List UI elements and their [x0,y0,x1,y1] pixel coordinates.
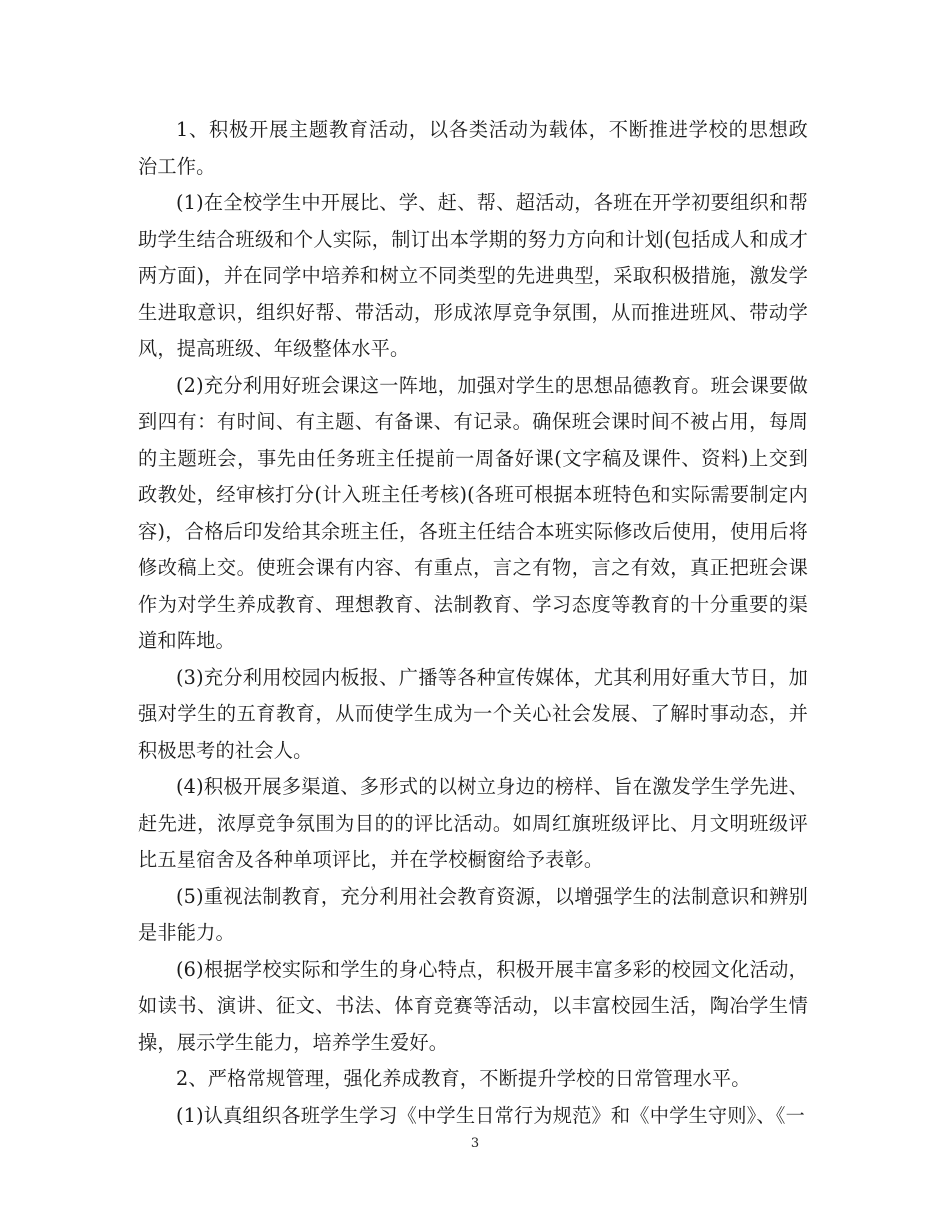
paragraph-section-1-heading: 1、积极开展主题教育活动，以各类活动为载体，不断推进学校的思想政治工作。 [138,118,808,178]
paragraph-section-2-heading: 2、严格常规管理，强化养成教育，不断提升学校的日常管理水平。 [176,1067,751,1090]
paragraph-item-1: (1)在全校学生中开展比、学、赶、帮、超活动，各班在开学初要组织和帮助学生结合班级和个人实际，制订出本学期的努力方向和计划(包括成人和成才两方面)，并在同学中培养和树立不同类型的先进典型，采取积极措施，激发学生进取意识，组织好帮、带活动，形成浓厚竞争氛围，从而推进班风、带动学风，提高班级、年级整体水平。 [138,191,808,360]
paragraph-item-3: (3)充分利用校园内板报、广播等各种宣传媒体，尤其利用好重大节日，加强对学生的五育教育，从而使学生成为一个关心社会发展、了解时事动态，并积极思考的社会人。 [138,665,808,762]
paragraph-item-6: (6)根据学校实际和学生的身心特点，积极开展丰富多彩的校园文化活动，如读书、演讲、征文、书法、体育竞赛等活动，以丰富校园生活，陶冶学生情操，展示学生能力，培养学生爱好。 [138,957,808,1054]
page-number: 3 [470,1136,480,1151]
paragraph-item-5: (5)重视法制教育，充分利用社会教育资源，以增强学生的法制意识和辨别是非能力。 [138,884,808,944]
paragraph-item-2: (2)充分利用好班会课这一阵地，加强对学生的思想品德教育。班会课要做到四有：有时间、有主题、有备课、有记录。确保班会课时间不被占用，每周的主题班会，事先由任务班主任提前一周备好课(文字稿及课件、资料)上交到政教处，经审核打分(计入班主任考核)(各班可根据本班特色和实际需要制定内容)，合格后印发给其余班主任，各班主任结合本班实际修改后使用，使用后将修改稿上交。使班会课有内容、有重点，言之有物，言之有效，真正把班会课作为对学生养成教育、理想教育、法制教育、学习态度等教育的十分重要的渠道和阵地。 [138,373,808,652]
document-body [138,112,808,1134]
paragraph-item-4: (4)积极开展多渠道、多形式的以树立身边的榜样、旨在激发学生学先进、赶先进，浓厚竞争氛围为目的的评比活动。如周红旗班级评比、月文明班级评比五星宿舍及各种单项评比，并在学校橱窗给予表彰。 [138,775,808,871]
paragraph-section-2-item-1: (1)认真组织各班学生学习《中学生日常行为规范》和《中学生守则》、《一 [176,1103,805,1127]
